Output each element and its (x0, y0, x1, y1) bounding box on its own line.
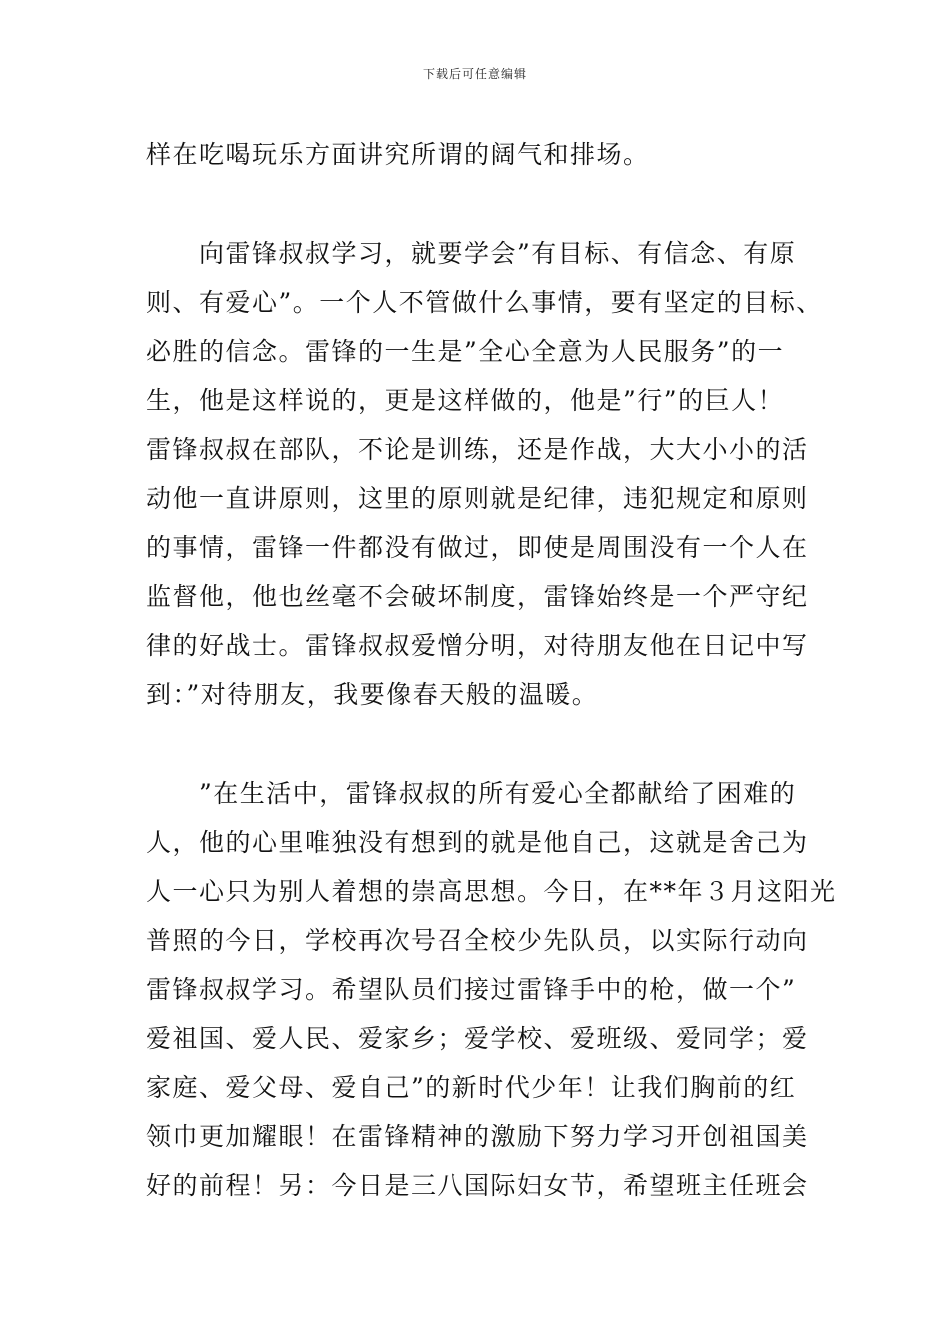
text-line: 必胜的信念。雷锋的一生是”全心全意为人民服务”的一 (146, 337, 785, 366)
text-line: 则、有爱心”。一个人不管做什么事情，要有坚定的目标、 (146, 288, 823, 317)
paragraph-gap (146, 179, 836, 229)
text-line: 好的前程！另：今日是三八国际妇女节，希望班主任班会 (146, 1171, 809, 1200)
text-line: 家庭、爱父母、爱自己”的新时代少年！让我们胸前的红 (146, 1073, 797, 1102)
text-line: 人一心只为别人着想的崇高思想。今日，在**年３月这阳光 (146, 877, 837, 906)
text-line: 生，他是这样说的，更是这样做的，他是”行”的巨人！ (146, 386, 785, 415)
text-line: 雷锋叔叔学习。希望队员们接过雷锋手中的枪，做一个” (146, 975, 797, 1004)
document-body (146, 130, 836, 1210)
paragraph-gap (146, 719, 836, 769)
page-header: 下载后可任意编辑 (422, 67, 527, 81)
paragraph-1 (146, 130, 836, 179)
text-line: 雷锋叔叔在部队，不论是训练，还是作战，大大小小的活 (146, 435, 809, 464)
text-line: 爱祖国、爱人民、爱家乡；爱学校、爱班级、爱同学；爱 (146, 1024, 809, 1053)
text-line: 的事情，雷锋一件都没有做过，即使是周围没有一个人在 (146, 533, 809, 562)
text-line: 到：”对待朋友，我要像春天般的温暖。 (146, 680, 599, 709)
text-line: 领巾更加耀眼！在雷锋精神的激励下努力学习开创祖国美 (146, 1122, 809, 1151)
paragraph-2 (146, 229, 836, 719)
text-line: ”在生活中，雷锋叔叔的所有爱心全都献给了困难的 (146, 779, 797, 808)
text-line: 普照的今日，学校再次号召全校少先队员，以实际行动向 (146, 926, 809, 955)
text-line: 律的好战士。雷锋叔叔爱憎分明，对待朋友他在日记中写 (146, 631, 809, 660)
text-line: 人，他的心里唯独没有想到的就是他自己，这就是舍己为 (146, 828, 809, 857)
text-line: 动他一直讲原则，这里的原则就是纪律，违犯规定和原则 (146, 484, 809, 513)
paragraph-3 (146, 769, 836, 1210)
text-line: 样在吃喝玩乐方面讲究所谓的阔气和排场。 (146, 140, 650, 169)
text-line: 监督他，他也丝毫不会破坏制度，雷锋始终是一个严守纪 (146, 582, 809, 611)
text-line: 向雷锋叔叔学习，就要学会”有目标、有信念、有原 (146, 239, 797, 268)
